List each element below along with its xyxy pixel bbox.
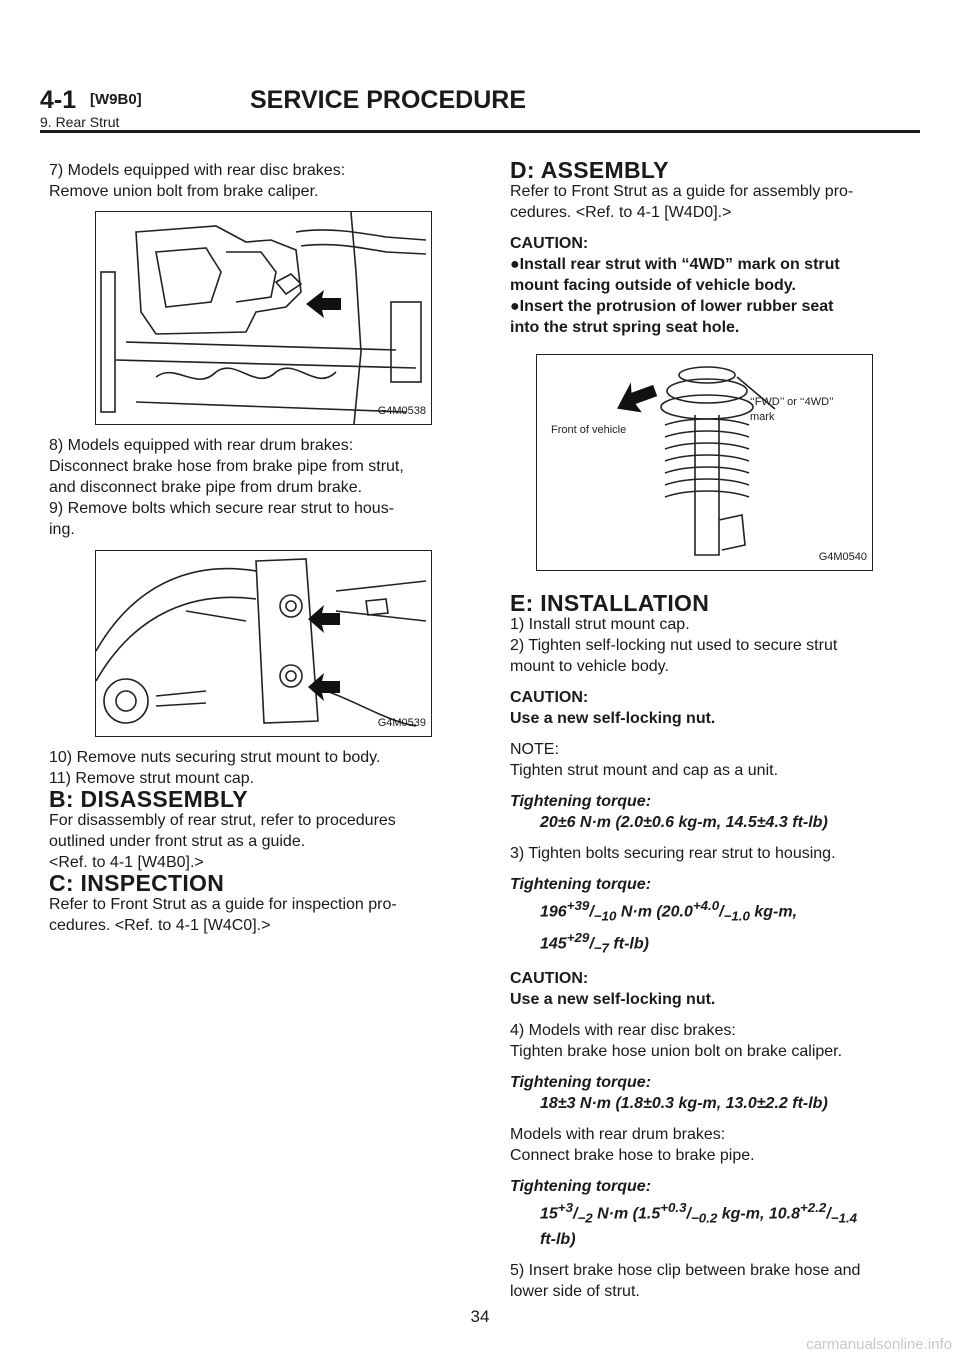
subsection-title: 9. Rear Strut (40, 114, 120, 130)
figure-caption: G4M0539 (377, 717, 426, 729)
step-7-line-1: 7) Models equipped with rear disc brakes: (49, 162, 346, 179)
heading-inspection: C: INSPECTION (49, 870, 225, 896)
step-9-line-2: ing. (49, 521, 75, 538)
header-rule (40, 130, 920, 133)
install-step-3: 3) Tighten bolts securing rear strut to housing. (510, 845, 836, 862)
heading-assembly: D: ASSEMBLY (510, 157, 669, 183)
step-8-line-1: 8) Models equipped with rear drum brakes: (49, 437, 354, 454)
torque-label: Tightening torque: (510, 876, 652, 893)
heading-disassembly: B: DISASSEMBLY (49, 786, 248, 812)
section-code: [W9B0] (90, 91, 142, 108)
figure-strut-mark (536, 354, 873, 571)
caution-item (510, 254, 920, 275)
caution-text: Use a new self-locking nut. (510, 710, 716, 727)
mark-label: mark (750, 411, 775, 423)
caution-label: CAUTION: (510, 970, 589, 988)
caution-item (510, 296, 920, 317)
torque-label: Tightening torque: (510, 793, 652, 810)
caution-text: Install rear strut with “4WD” mark on strut (519, 256, 840, 273)
disassembly-ref: <Ref. to 4-1 [W4B0].> (49, 854, 204, 871)
caution-text: Use a new self-locking nut. (510, 991, 716, 1009)
bullet-icon: ● (510, 298, 520, 315)
install-step-4-line-2: Tighten brake hose union bolt on brake caliper. (510, 1043, 843, 1061)
fwd-4wd-mark-label: ‘‘FWD’’ or ‘‘4WD’’ (750, 396, 834, 408)
step-9-line-1: 9) Remove bolts which secure rear strut to hous- (49, 500, 395, 517)
left-column (49, 160, 469, 936)
torque-value-4-cont: ft-lb) (540, 1230, 576, 1248)
figure-caption: G4M0540 (818, 551, 867, 563)
torque-value-4: $15^{+3}/_{-2}$ N·m ($1.5^{+0.3}/_{-0.2}$ kg-m, $10.8^{+2.2}/_{-1.4}$ (540, 1200, 858, 1226)
arrow-icon (308, 673, 340, 701)
assembly-line-2: cedures. <Ref. to 4-1 [W4D0].> (510, 204, 732, 221)
caution-label: CAUTION: (510, 689, 589, 706)
watermark: carmanualsonline.info (806, 1336, 952, 1353)
install-step-4-line-1: 4) Models with rear disc brakes: (510, 1022, 736, 1040)
caution-label: CAUTION: (510, 235, 589, 252)
arrow-icon (308, 605, 340, 633)
assembly-line-1: Refer to Front Strut as a guide for assembly pro- (510, 183, 854, 200)
right-column (510, 157, 920, 1302)
step-8-line-2: Disconnect brake hose from brake pipe from strut, (49, 458, 404, 475)
inspection-line-1: Refer to Front Strut as a guide for inspection pro- (49, 896, 397, 913)
page-number: 34 (470, 1307, 490, 1326)
section-title: SERVICE PROCEDURE (250, 86, 526, 114)
note-label: NOTE: (510, 741, 559, 758)
arrow-icon (610, 375, 660, 419)
note-text: Tighten strut mount and cap as a unit. (510, 762, 779, 779)
torque-value-2: $196^{+39}/_{-10}$ N·m ($20.0^{+4.0}/_{-1.0}$ kg-m, (540, 898, 798, 924)
front-of-vehicle-label: Front of vehicle (551, 424, 627, 436)
step-10: 10) Remove nuts securing strut mount to body. (49, 749, 381, 766)
strut-bolts-illustration (96, 551, 431, 736)
brake-caliper-illustration (96, 212, 431, 424)
caution-text: into the strut spring seat hole. (510, 319, 740, 336)
install-step-2-line-2: mount to vehicle body. (510, 658, 669, 675)
figure-brake-caliper (95, 211, 432, 425)
install-step-1: 1) Install strut mount cap. (510, 616, 690, 633)
disassembly-line-1: For disassembly of rear strut, refer to procedures (49, 812, 396, 829)
torque-value-1: 20±6 N·m (2.0±0.6 kg-m, 14.5±4.3 ft-lb) (540, 814, 828, 831)
drum-line-1: Models with rear drum brakes: (510, 1126, 726, 1144)
step-11: 11) Remove strut mount cap. (49, 770, 255, 787)
strut-assembly-illustration (537, 355, 872, 570)
heading-installation: E: INSTALLATION (510, 590, 710, 616)
torque-value-2-cont: $145^{+29}/_{-7}$ ft-lb) (540, 929, 649, 956)
figure-strut-bolts (95, 550, 432, 737)
caution-text: Insert the protrusion of lower rubber seat (519, 298, 834, 315)
torque-label: Tightening torque: (510, 1074, 652, 1092)
torque-value-3: 18±3 N·m (1.8±0.3 kg-m, 13.0±2.2 ft-lb) (540, 1095, 828, 1113)
drum-line-2: Connect brake hose to brake pipe. (510, 1147, 755, 1165)
bullet-icon: ● (510, 256, 520, 273)
arrow-icon (306, 290, 341, 318)
inspection-line-2: cedures. <Ref. to 4-1 [W4C0].> (49, 917, 271, 934)
figure-caption: G4M0538 (377, 405, 426, 417)
install-step-5-line-2: lower side of strut. (510, 1282, 640, 1300)
torque-label: Tightening torque: (510, 1178, 652, 1196)
install-step-2-line-1: 2) Tighten self-locking nut used to secure strut (510, 637, 838, 654)
install-step-5-line-1: 5) Insert brake hose clip between brake hose and (510, 1261, 861, 1279)
disassembly-line-2: outlined under front strut as a guide. (49, 833, 306, 850)
step-7-line-2: Remove union bolt from brake caliper. (49, 183, 319, 200)
caution-text: mount facing outside of vehicle body. (510, 277, 796, 294)
section-number: 4-1 (40, 86, 77, 114)
step-8-line-3: and disconnect brake pipe from drum brake. (49, 479, 363, 496)
